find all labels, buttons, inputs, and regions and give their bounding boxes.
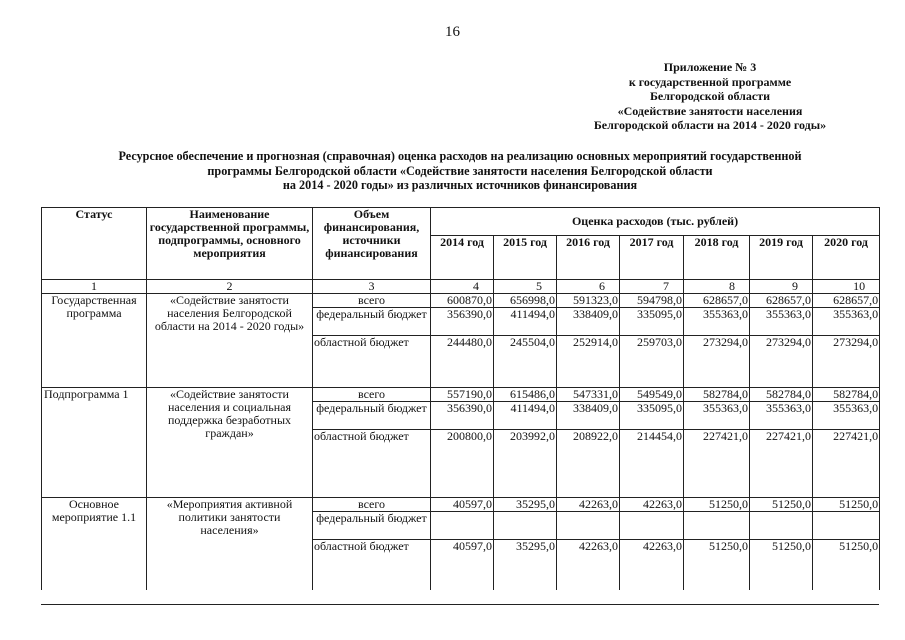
value-cell: 42263,0 bbox=[557, 540, 620, 590]
source-cell: федеральный бюджет bbox=[313, 308, 431, 336]
source-cell: федеральный бюджет bbox=[313, 512, 431, 540]
column-number: 10 bbox=[813, 280, 880, 294]
value-cell: 594798,0 bbox=[620, 294, 684, 308]
appendix-line: Белгородской области на 2014 - 2020 годы» bbox=[593, 118, 827, 133]
status-cell: Основное мероприятие 1.1 bbox=[42, 498, 147, 590]
value-cell: 335095,0 bbox=[620, 308, 684, 336]
value-cell: 582784,0 bbox=[750, 388, 813, 402]
program-name-cell: «Мероприятия активной политики занятости населения» bbox=[147, 498, 313, 590]
value-cell bbox=[494, 512, 557, 540]
value-cell: 259703,0 bbox=[620, 336, 684, 388]
header-year: 2020 год bbox=[813, 236, 880, 280]
value-cell: 411494,0 bbox=[494, 308, 557, 336]
document-title bbox=[60, 149, 860, 193]
value-cell: 355363,0 bbox=[750, 308, 813, 336]
value-cell: 227421,0 bbox=[813, 430, 880, 498]
source-cell: областной бюджет bbox=[313, 336, 431, 388]
value-cell: 355363,0 bbox=[813, 308, 880, 336]
value-cell: 42263,0 bbox=[620, 540, 684, 590]
header-volume: Объем финансирования, источники финансирования bbox=[313, 208, 431, 280]
value-cell: 582784,0 bbox=[684, 388, 750, 402]
appendix-line: «Содействие занятости населения bbox=[617, 103, 803, 118]
value-cell: 51250,0 bbox=[813, 540, 880, 590]
value-cell: 35295,0 bbox=[494, 540, 557, 590]
column-number: 3 bbox=[313, 280, 431, 294]
title-line: программы Белгородской области «Содействие занятости населения Белгородской области bbox=[207, 163, 713, 178]
value-cell: 355363,0 bbox=[684, 308, 750, 336]
column-number: 4 bbox=[431, 280, 494, 294]
status-cell: Подпрограмма 1 bbox=[42, 388, 147, 498]
value-cell: 40597,0 bbox=[431, 540, 494, 590]
table-row bbox=[42, 388, 880, 402]
value-cell bbox=[431, 512, 494, 540]
value-cell: 42263,0 bbox=[557, 498, 620, 512]
value-cell: 51250,0 bbox=[813, 498, 880, 512]
value-cell: 600870,0 bbox=[431, 294, 494, 308]
value-cell: 200800,0 bbox=[431, 430, 494, 498]
value-cell: 656998,0 bbox=[494, 294, 557, 308]
program-name-cell: «Содействие занятости населения и социальная поддержка безработных граждан» bbox=[147, 388, 313, 498]
value-cell: 338409,0 bbox=[557, 402, 620, 430]
column-number: 9 bbox=[750, 280, 813, 294]
header-name: Наименование государственной программы, подпрограммы, основного мероприятия bbox=[147, 208, 313, 280]
value-cell: 227421,0 bbox=[684, 430, 750, 498]
value-cell: 356390,0 bbox=[431, 402, 494, 430]
value-cell: 40597,0 bbox=[431, 498, 494, 512]
value-cell bbox=[684, 512, 750, 540]
value-cell: 51250,0 bbox=[684, 498, 750, 512]
column-number: 8 bbox=[684, 280, 750, 294]
value-cell: 245504,0 bbox=[494, 336, 557, 388]
resource-table bbox=[41, 207, 880, 590]
column-number-row bbox=[42, 280, 880, 294]
value-cell: 51250,0 bbox=[750, 498, 813, 512]
source-cell: всего bbox=[313, 498, 431, 512]
column-number: 1 bbox=[42, 280, 147, 294]
value-cell: 42263,0 bbox=[620, 498, 684, 512]
value-cell: 227421,0 bbox=[750, 430, 813, 498]
appendix-line: Приложение № 3 bbox=[663, 60, 757, 74]
status-cell: Государственная программа bbox=[42, 294, 147, 388]
value-cell: 557190,0 bbox=[431, 388, 494, 402]
title-line: на 2014 - 2020 годы» из различных источников финансирования bbox=[282, 178, 638, 193]
title-line: Ресурсное обеспечение и прогнозная (справочная) оценка расходов на реализацию основных мероприятий государственной bbox=[118, 149, 802, 163]
source-cell: областной бюджет bbox=[313, 430, 431, 498]
value-cell bbox=[557, 512, 620, 540]
value-cell bbox=[813, 512, 880, 540]
table-row bbox=[42, 498, 880, 512]
value-cell: 582784,0 bbox=[813, 388, 880, 402]
source-cell: федеральный бюджет bbox=[313, 402, 431, 430]
source-cell: всего bbox=[313, 294, 431, 308]
column-number: 5 bbox=[494, 280, 557, 294]
value-cell: 335095,0 bbox=[620, 402, 684, 430]
header-status: Статус bbox=[42, 208, 147, 280]
header-year: 2017 год bbox=[620, 236, 684, 280]
bottom-rule bbox=[41, 604, 879, 605]
value-cell: 355363,0 bbox=[684, 402, 750, 430]
column-number: 6 bbox=[557, 280, 620, 294]
value-cell: 355363,0 bbox=[750, 402, 813, 430]
value-cell: 203992,0 bbox=[494, 430, 557, 498]
source-cell: всего bbox=[313, 388, 431, 402]
header-year: 2018 год bbox=[684, 236, 750, 280]
header-estimate: Оценка расходов (тыс. рублей) bbox=[431, 208, 880, 236]
table-row bbox=[42, 294, 880, 308]
value-cell: 273294,0 bbox=[750, 336, 813, 388]
value-cell: 356390,0 bbox=[431, 308, 494, 336]
value-cell: 355363,0 bbox=[813, 402, 880, 430]
appendix-heading bbox=[560, 60, 860, 133]
value-cell: 549549,0 bbox=[620, 388, 684, 402]
value-cell: 208922,0 bbox=[557, 430, 620, 498]
header-year: 2014 год bbox=[431, 236, 494, 280]
column-number: 7 bbox=[620, 280, 684, 294]
value-cell: 338409,0 bbox=[557, 308, 620, 336]
value-cell: 273294,0 bbox=[813, 336, 880, 388]
value-cell: 628657,0 bbox=[750, 294, 813, 308]
value-cell: 244480,0 bbox=[431, 336, 494, 388]
value-cell: 51250,0 bbox=[684, 540, 750, 590]
value-cell bbox=[750, 512, 813, 540]
program-name-cell: «Содействие занятости населения Белгородской области на 2014 - 2020 годы» bbox=[147, 294, 313, 388]
value-cell bbox=[620, 512, 684, 540]
page-number: 16 bbox=[445, 24, 460, 40]
appendix-line: Белгородской области bbox=[649, 89, 771, 104]
value-cell: 35295,0 bbox=[494, 498, 557, 512]
header-year: 2015 год bbox=[494, 236, 557, 280]
header-year: 2019 год bbox=[750, 236, 813, 280]
value-cell: 628657,0 bbox=[813, 294, 880, 308]
value-cell: 547331,0 bbox=[557, 388, 620, 402]
value-cell: 615486,0 bbox=[494, 388, 557, 402]
value-cell: 273294,0 bbox=[684, 336, 750, 388]
value-cell: 411494,0 bbox=[494, 402, 557, 430]
value-cell: 591323,0 bbox=[557, 294, 620, 308]
appendix-line: к государственной программе bbox=[628, 74, 792, 89]
value-cell: 252914,0 bbox=[557, 336, 620, 388]
header-year: 2016 год bbox=[557, 236, 620, 280]
column-number: 2 bbox=[147, 280, 313, 294]
source-cell: областной бюджет bbox=[313, 540, 431, 590]
value-cell: 51250,0 bbox=[750, 540, 813, 590]
value-cell: 628657,0 bbox=[684, 294, 750, 308]
value-cell: 214454,0 bbox=[620, 430, 684, 498]
